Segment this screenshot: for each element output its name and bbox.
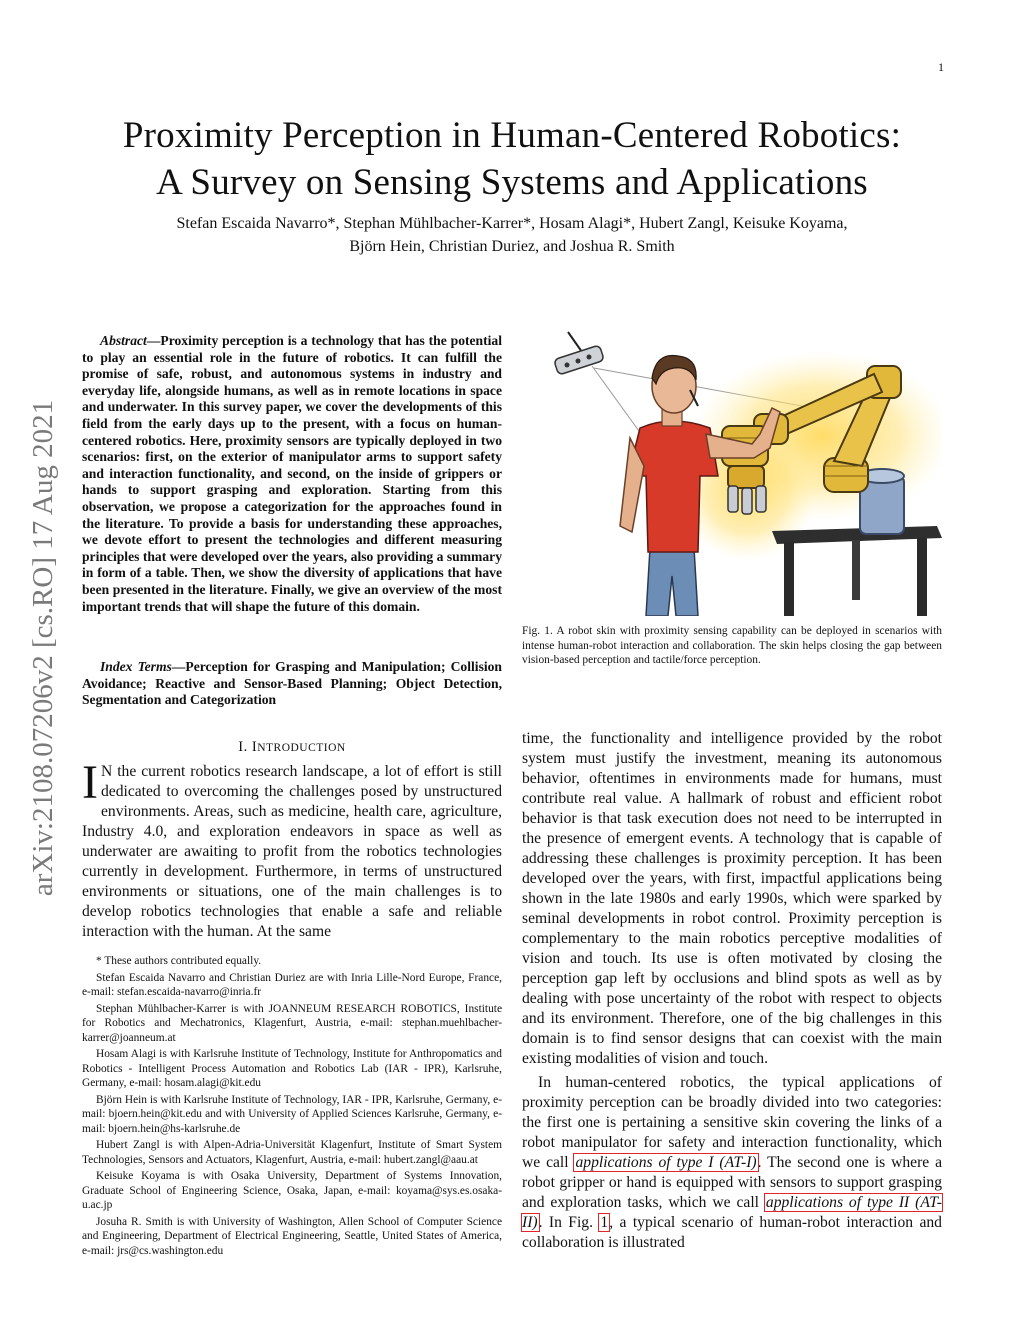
section-rest: NTRODUCTION xyxy=(257,742,346,754)
section-heading xyxy=(82,739,502,756)
footnote: Stefan Escaida Navarro and Christian Duriez are with Inria Lille-Nord Europe, France, e-mail: stefan.escaida-navarro@inria.fr xyxy=(82,971,502,998)
arxiv-stamp: arXiv:2108.07206v2 [cs.RO] 17 Aug 2021 xyxy=(27,399,59,897)
intro-text: N the current robotics research landscape, a lot of effort is still dedicated to overcoming the challenges posed by unstructured environments. Areas, such as medicine, health care, agriculture, Industry 4.0, and exploration endeavors in space as well as underwater are awaiting to profit from the robotics technologies currently in development. Furthermore, in terms of unstructured environments or situations, one of the main challenges is to develop robotics technologies that enable a safe and reliable interaction with the human. At the same xyxy=(82,763,502,940)
index-terms-text: Perception for Grasping and Manipulation; Collision Avoidance; Reactive and Sensor-Based Planning; Object Detection, Segmentation and Categorization xyxy=(82,659,502,708)
abstract xyxy=(82,333,502,615)
figure-1-illustration xyxy=(522,326,942,616)
title-line-2: A Survey on Sensing Systems and Applications xyxy=(156,162,868,203)
index-terms-lead: Index Terms— xyxy=(100,659,186,674)
footnote: Josuha R. Smith is with University of Washington, Allen School of Computer Science and Engineering, Department of Electrical Engineering, Seattle, United States of America, e-mail: jrs@cs.washington.edu xyxy=(82,1215,502,1257)
paper-title xyxy=(60,112,964,206)
section-numeral: I. xyxy=(238,739,248,755)
authors-line-1: Stefan Escaida Navarro*, Stephan Mühlbacher-Karrer*, Hosam Alagi*, Hubert Zangl, Keisuke Koyama, xyxy=(176,215,848,232)
paragraph-part: , a typical scenario of human-robot interaction and collaboration is illustrated xyxy=(522,1214,942,1251)
index-terms xyxy=(82,659,502,709)
intro-paragraph xyxy=(82,756,502,942)
footnotes xyxy=(82,954,502,1260)
drop-cap: I xyxy=(82,756,98,809)
figure-reference-link[interactable]: 1 xyxy=(600,1214,609,1231)
footnote: * These authors contributed equally. xyxy=(96,955,262,967)
abstract-text: Proximity perception is a technology that has the potential to play an essential role in the future of robotics. It can fulfill the promise of safe, robust, and autonomous systems in industry and everyday life, alongside humans, as well as in remote locations in space and underwater. In this survey paper, we cover the developments of this field from the early days up to the present, with a focus on human-centered robotics. Here, proximity sensors are typically deployed in two scenarios: first, on the exterior of manipulator arms to support safety and interaction functionality, and second, on the inside of grippers or hands to support grasping and exploration. Starting from this observation, we propose a categorization for the approaches found in the literature. To provide a basis for understanding these approaches, we devote effort to present the technologies and different measuring principles that were developed over the years, also providing a summary in form of a table. Then, we show the diversity of applications that have been presented in the literature. Finally, we give an overview of the most important trends that will shape the future of this domain. xyxy=(82,333,502,614)
title-line-1: Proximity Perception in Human-Centered Robotics: xyxy=(122,115,902,156)
abstract-lead: Abstract— xyxy=(100,333,161,348)
robot-human-illustration xyxy=(522,326,942,616)
paragraph: time, the functionality and intelligence provided by the robot system must justify the investment, meaning its autonomous behavior, oftentimes in environments made for humans, must contribute real value. A hallmark of robust and efficient robot behavior is that task execution does not need to be interrupted in the presence of emergent events. A technology that is capable of addressing these challenges is proximity perception. It has been developed over the years, with first, impactful applications being shown in the late 1980s and early 1990s, which were sparked by seminal developments in robot control. Proximity perception is complementary to the main robotics perceptive modalities of vision and touch. Its use is often motivated by closing the perception gap left by occlusions and blind spots as well as by dealing with pose uncertainty of the robot with respect to objects and its environment. Therefore, one of the big challenges in this domain is to find sensor designs that can coexist with the main existing modalities of vision and touch. xyxy=(522,730,942,1067)
section-first-letter: I xyxy=(251,739,258,755)
paragraph-part: In human-centered robotics, the typical applications of proximity perception can be broadly divided into two categories: the first one is pertaining a sensitive skin covering the links of a robot manipulator for safety and interaction functionality, which we call xyxy=(522,1074,942,1171)
citation-link-at-ii[interactable]: applications of type II (AT-II) xyxy=(522,1194,942,1231)
figure-caption: Fig. 1. A robot skin with proximity sensing capability can be deployed in scenarios with intense human-robot interaction and collaboration. The skin helps closing the gap between vision-based perception and tactile/force perception. xyxy=(522,625,942,666)
footnote: Hosam Alagi is with Karlsruhe Institute of Technology, Institute for Anthropomatics and Robotics - Intelligent Process Automation and Robotics Lab (IAR - IPR), Karlsruhe, Germany, e-mail: hosam.alagi@kit.edu xyxy=(82,1048,502,1089)
paragraph-part: . The second one is where a robot gripper or hand is equipped with sensors to support grasping and exploration tasks, which we call xyxy=(522,1154,942,1211)
footnote: Hubert Zangl is with Alpen-Adria-Universität Klagenfurt, Institute of Smart System Technologies, Sensors and Actuators, Klagenfurt, Austria, e-mail: hubert.zangl@aau.at xyxy=(82,1139,502,1166)
page-number: 1 xyxy=(938,60,944,74)
right-column-text xyxy=(522,729,942,1253)
footnote: Stephan Mühlbacher-Karrer is with JOANNEUM RESEARCH ROBOTICS, Institute for Robotics and Mechatronics, Klagenfurt, Austria, e-mail: stephan.muehlbacher-karrer@joanneum.at xyxy=(82,1002,502,1044)
paragraph-part: . In Fig. xyxy=(538,1214,593,1231)
footnote: Keisuke Koyama is with Osaka University, Department of Systems Innovation, Graduate School of Engineering Science, Osaka, Japan, e-mail: koyama@sys.es.osaka-u.ac.jp xyxy=(82,1170,502,1211)
footnote: Björn Hein is with Karlsruhe Institute of Technology, IAR - IPR, Karlsruhe, Germany, e-mail: bjoern.hein@kit.edu and with University of Applied Sciences Karlsruhe, Germany, e-mail: bjoern.hein@hs-karlsruhe.de xyxy=(82,1093,502,1135)
paragraph xyxy=(522,1073,942,1253)
authors-line-2: Björn Hein, Christian Duriez, and Joshua R. Smith xyxy=(349,238,675,255)
table xyxy=(772,526,942,616)
author-list xyxy=(90,212,934,258)
citation-link-at-i[interactable]: applications of type I (AT-I) xyxy=(575,1154,757,1171)
